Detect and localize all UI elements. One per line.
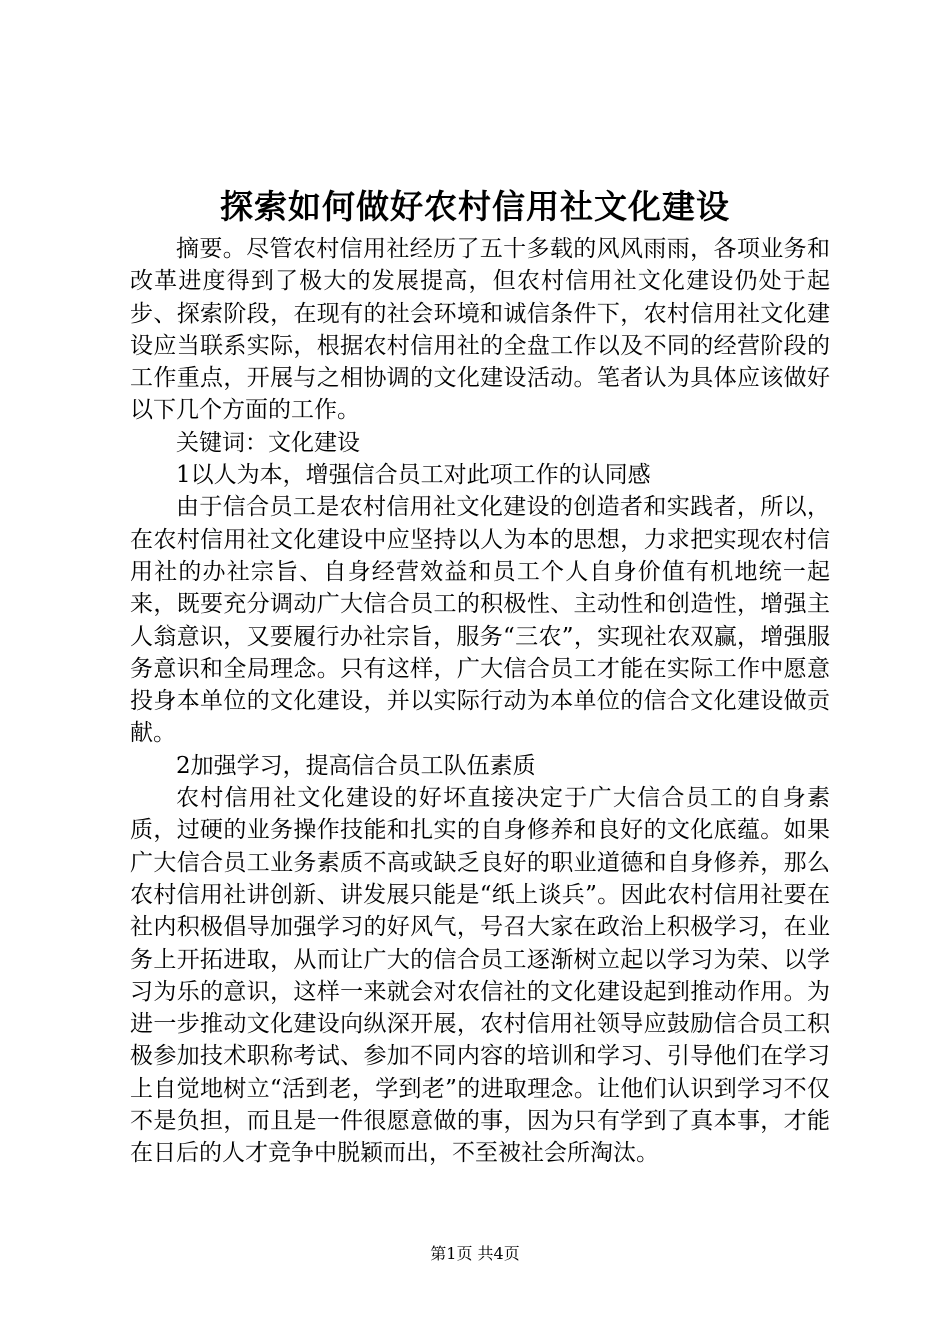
section-heading-1: 1以人为本，增强信合员工对此项工作的认同感	[176, 462, 651, 489]
section-1-paragraph: 由于信合员工是农村信用社文化建设的创造者和实践者，所以，在农村信用社文化建设中应坚持以人为本的思想，力求把实现农村信用社的办社宗旨、自身经营效益和员工个人自身价值有机地统一起来，既要充分调动广大信合员工的积极性、主动性和创造性，增强主人翁意识，又要履行办社宗旨，服务“三农”，实现社农双赢，增强服务意识和全局理念。只有这样，广大信合员工才能在实际工作中愿意投身本单位的文化建设，并以实际行动为本单位的信合文化建设做贡献。	[130, 494, 830, 747]
section-2-paragraph: 农村信用社文化建设的好坏直接决定于广大信合员工的自身素质，过硬的业务操作技能和扎实的自身修养和良好的文化底蕴。如果广大信合员工业务素质不高或缺乏良好的职业道德和自身修养，那么农村信用社讲创新、讲发展只能是“纸上谈兵”。因此农村信用社要在社内积极倡导加强学习的好风气，号召大家在政治上积极学习，在业务上开拓进取，从而让广大的信合员工逐渐树立起以学习为荣、以学习为乐的意识，这样一来就会对农信社的文化建设起到推动作用。为进一步推动文化建设向纵深开展，农村信用社领导应鼓励信合员工积极参加技术职称考试、参加不同内容的培训和学习、引导他们在学习上自觉地树立“活到老，学到老”的进取理念。让他们认识到学习不仅不是负担，而且是一件很愿意做的事，因为只有学到了真本事，才能在日后的人才竞争中脱颖而出，不至被社会所淘汰。	[130, 785, 830, 1167]
page-footer: 第1页 共4页	[430, 1244, 520, 1263]
section-heading-2: 2加强学习，提高信合员工队伍素质	[176, 752, 536, 779]
document-title: 探索如何做好农村信用社文化建设	[220, 187, 730, 226]
document-body	[130, 233, 830, 1170]
keywords-line: 关键词：文化建设	[176, 429, 360, 456]
abstract-paragraph: 摘要。尽管农村信用社经历了五十多载的风风雨雨，各项业务和改革进度得到了极大的发展提高，但农村信用社文化建设仍处于起步、探索阶段，在现有的社会环境和诚信条件下，农村信用社文化建设应当联系实际，根据农村信用社的全盘工作以及不同的经营阶段的工作重点，开展与之相协调的文化建设活动。笔者认为具体应该做好以下几个方面的工作。	[130, 236, 830, 424]
